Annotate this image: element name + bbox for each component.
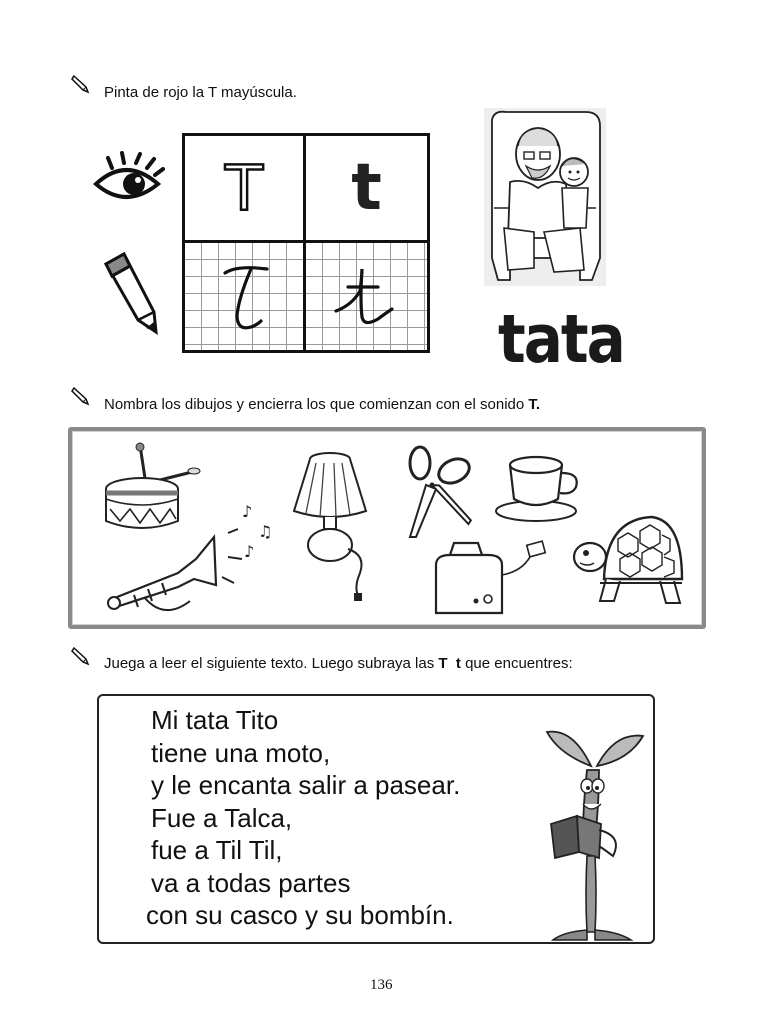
page-number: 136	[370, 977, 393, 993]
pencil-icon	[70, 644, 92, 666]
word-tata: tata	[498, 300, 624, 379]
poem-line: tiene una moto,	[151, 737, 331, 768]
script-uppercase-cell	[185, 243, 306, 350]
svg-text:♫: ♫	[258, 522, 273, 541]
script-lowercase-cell	[306, 243, 427, 350]
svg-text:♪: ♪	[244, 542, 255, 561]
script-lowercase-t	[326, 261, 406, 337]
instruction-2-sound: T.	[528, 396, 541, 413]
print-uppercase-cell	[185, 136, 306, 243]
pictures-frame	[68, 427, 706, 629]
instruction-3-text: Juega a leer el siguiente texto. Luego subraya las	[104, 655, 439, 672]
trumpet-icon[interactable]	[104, 503, 284, 613]
poem-line: Mi tata Tito	[151, 705, 279, 735]
print-uppercase-t: T	[225, 151, 263, 225]
poem-line: Fue a Talca,	[151, 802, 293, 833]
poem-line: va a todas partes	[151, 867, 351, 898]
grandpa-child-illustration	[484, 108, 606, 286]
poem-line: fue a Til Til,	[151, 835, 283, 865]
reading-plant-mascot	[543, 726, 647, 944]
instruction-3	[104, 655, 573, 673]
instruction-3-upper: T	[438, 655, 448, 672]
poem-box	[97, 694, 655, 944]
script-uppercase-t	[217, 257, 277, 337]
poem-line: y le encanta salir a pasear.	[151, 770, 461, 800]
turtle-icon[interactable]	[570, 509, 686, 615]
eye-icon	[92, 152, 166, 212]
instruction-3-suffix: que encuentres:	[460, 655, 573, 672]
pencil-icon	[70, 384, 92, 406]
instruction-1: Pinta de rojo la T mayúscula.	[104, 84, 297, 101]
letter-grid	[182, 133, 430, 353]
print-lowercase-cell	[306, 136, 427, 243]
poem	[146, 704, 461, 932]
instruction-2-text: Nombra los dibujos y encierra los que comienzan con el sonido	[104, 396, 529, 413]
toaster-icon[interactable]	[428, 535, 556, 621]
lamp-icon[interactable]	[284, 449, 374, 607]
print-lowercase-t: t	[351, 151, 382, 225]
instruction-2	[104, 396, 540, 414]
pencil-icon	[70, 72, 92, 94]
scissors-icon[interactable]	[402, 445, 478, 541]
instruction-3-lower: t	[455, 655, 461, 672]
poem-line: con su casco y su bombín.	[146, 900, 454, 930]
svg-text:♪: ♪	[242, 502, 253, 521]
pencil-icon	[100, 250, 162, 336]
